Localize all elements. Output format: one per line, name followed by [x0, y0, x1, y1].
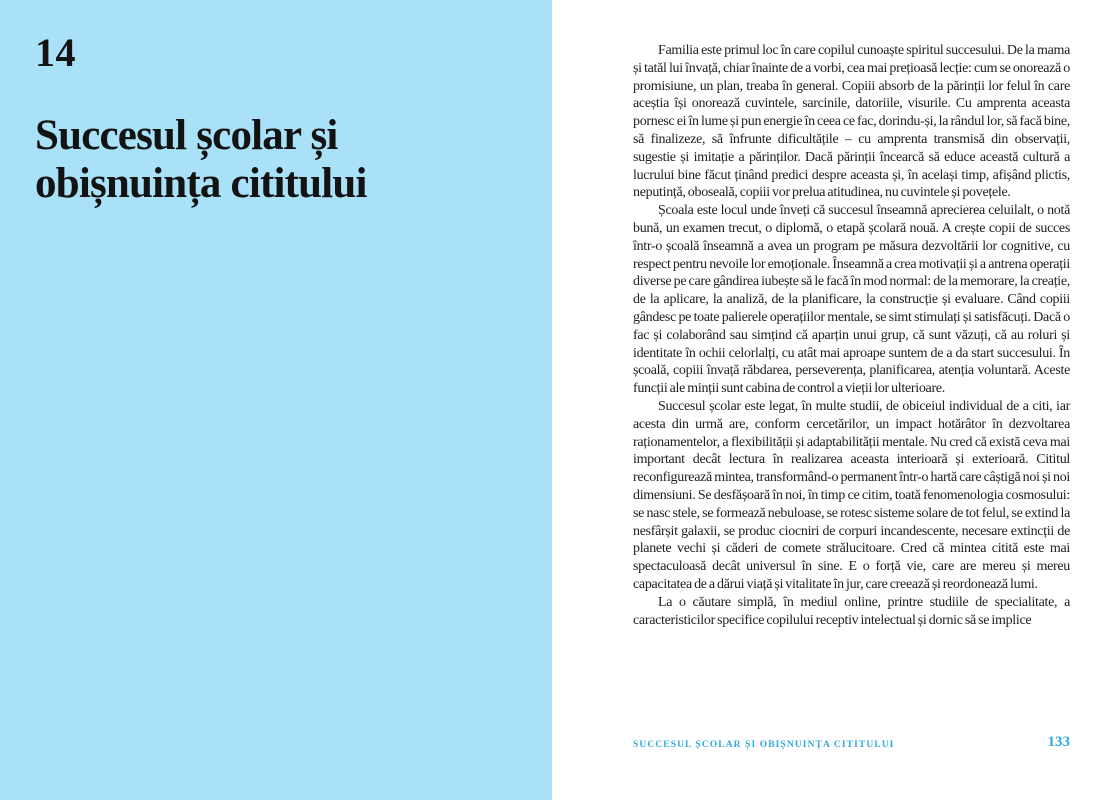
paragraph: Succesul școlar este legat, în multe studii, de obiceiul individual de a citi, iar acesta din urmă are, conform cercetărilor, un impact hotărâtor în dezvoltarea raționamentelor, a flexibilității și adaptabilității mentale. Nu cred că există ceva mai important decât lectura în realizarea aceasta interioară și exterioară. Cititul reconfigurează mintea, transformând-o permanent într-o hartă care câștigă noi și noi dimensiuni. Se desfășoară în noi, în timp ce citim, toată fenomenologia cosmosului: se nasc stele, se formează nebuloase, se rotesc sisteme solare de tot felul, se extind la nesfârșit galaxii, se produc ciocniri de corpuri incandescente, necesare extincții de planete vechi și căderi de comete strălucitoare. Cred că mintea citită este mai spectaculoasă decât universul în sine. E o forță vie, care are mereu și mereu capacitatea de a dărui viață și vitalitate în jur, care creează și reordonează lumi. [633, 398, 1070, 592]
chapter-number: 14 [35, 30, 76, 75]
body-text-column [633, 42, 1070, 629]
paragraph: Școala este locul unde înveți că succesul înseamnă aprecierea celuilalt, o notă bună, un examen trecut, o diplomă, o etapă școlară nouă. A crește copii de succes într-o școală înseamnă a avea un program pe măsura dezvoltării lor cognitive, cu respect pentru nevoile lor emoționale. Înseamnă a crea motivații și a antrena operații diverse pe care gândirea iubește să le facă în mod normal: de la memorare, la creație, de la aplicare, la analiză, de la planificare, la construcție și evaluare. Când copiii gândesc pe toate palierele operațiilor mentale, se simt stimulați și satisfăcuți. Dacă o fac și colaborând sau simțind că aparțin unui grup, că sunt văzuți, că au roluri și identitate în ochii celorlalți, cu atât mai aproape suntem de a da start succesului. În școală, copiii învață răbdarea, perseverența, planificarea, atenția voluntară. Aceste funcții ale minții sunt cabina de control a vieții lor ulterioare. [633, 203, 1070, 397]
chapter-title: Succesul școlar și obișnuința cititului [35, 112, 367, 207]
paragraph: La o căutare simplă, în mediul online, printre studiile de specialitate, a caracteristicilor specifice copilului receptiv intelectual și dornic să se implice [633, 594, 1070, 628]
footer-page-number: 133 [1047, 734, 1070, 750]
footer-running-head: SUCCESUL ȘCOLAR ȘI OBIȘNUINȚA CITITULUI [633, 740, 895, 750]
paragraph: Familia este primul loc în care copilul cunoaște spiritul succesului. De la mama și tatăl lui învață, chiar înainte de a vorbi, cea mai prețioasă lecție: cum se onorează o promisiune, un plan, treaba în general. Copiii absorb de la părinții lor felul în care aceștia își onorează cuvintele, sarcinile, datoriile, visurile. Cu amprenta aceasta pornesc ei în lume și pun energie în ceea ce fac, dorindu-și, la rândul lor, să facă bine, să finalizeze, să înfrunte dificultățile – cu amprenta transmisă din observații, sugestie și imitație a părinților. Dacă părinții încearcă să educe această cultură a lucrului bine făcut ținând predici despre aceasta și, în același timp, afișând plictis, neputință, oboseală, copiii vor prelua atitudinea, nu cuvintele și povețele. [633, 43, 1070, 201]
